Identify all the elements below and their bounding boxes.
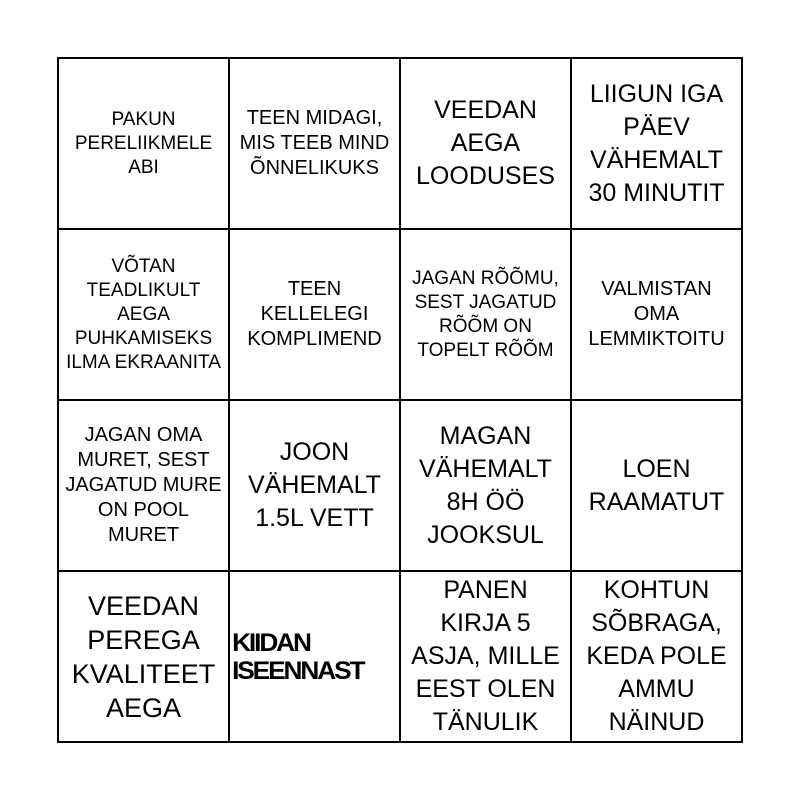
cell-text: JAGAN RÕÕMU, SEST JAGATUD RÕÕM ON TOPELT RÕÕM xyxy=(412,267,559,361)
bingo-cell[interactable] xyxy=(571,400,742,571)
cell-text: VALMISTAN OMA LEMMIKTOITU xyxy=(588,278,725,350)
bingo-cell[interactable] xyxy=(400,400,571,571)
bingo-cell[interactable] xyxy=(58,58,229,229)
cell-text: JAGAN OMA MURET, SEST JAGATUD MURE ON POOL MURET xyxy=(65,424,222,546)
bingo-cell[interactable] xyxy=(571,58,742,229)
cell-text: KOHTUN SÕBRAGA, KEDA POLE AMMU NÄINUD xyxy=(586,576,727,736)
bingo-cell[interactable] xyxy=(58,400,229,571)
free-space-text: KIIDAN ISEENNAST xyxy=(232,628,364,685)
bingo-board xyxy=(57,57,743,743)
bingo-cell[interactable] xyxy=(400,229,571,400)
cell-text: LOEN RAAMATUT xyxy=(588,454,725,516)
bingo-cell[interactable] xyxy=(400,58,571,229)
bingo-cell[interactable] xyxy=(571,229,742,400)
bingo-cell[interactable] xyxy=(58,229,229,400)
bingo-cell[interactable] xyxy=(229,229,400,400)
cell-text: TEEN KELLELEGI KOMPLIMEND xyxy=(247,278,382,350)
cell-text: VEEDAN PEREGA KVALITEET AEGA xyxy=(71,590,216,723)
bingo-cell[interactable] xyxy=(229,400,400,571)
cell-text: JOON VÄHEMALT 1.5L VETT xyxy=(248,438,381,532)
bingo-cell[interactable] xyxy=(571,571,742,742)
cell-text: VÕTAN TEADLIKULT AEGA PUHKAMISEKS ILMA EKRAANITA xyxy=(66,255,221,373)
cell-text: PAKUN PERELIIKMELE ABI xyxy=(74,108,213,178)
bingo-cell[interactable] xyxy=(58,571,229,742)
free-space-cell[interactable] xyxy=(229,571,400,742)
cell-text: TEEN MIDAGI, MIS TEEB MIND ÕNNELIKUKS xyxy=(239,107,390,179)
cell-text: MAGAN VÄHEMALT 8H ÖÖ JOOKSUL xyxy=(419,421,552,549)
cell-text: LIIGUN IGA PÄEV VÄHEMALT 30 MINUTIT xyxy=(588,79,725,207)
bingo-cell[interactable] xyxy=(229,58,400,229)
cell-text: VEEDAN AEGA LOODUSES xyxy=(416,96,555,190)
cell-text: PANEN KIRJA 5 ASJA, MILLE EEST OLEN TÄNULIK xyxy=(411,576,560,736)
bingo-cell[interactable] xyxy=(400,571,571,742)
